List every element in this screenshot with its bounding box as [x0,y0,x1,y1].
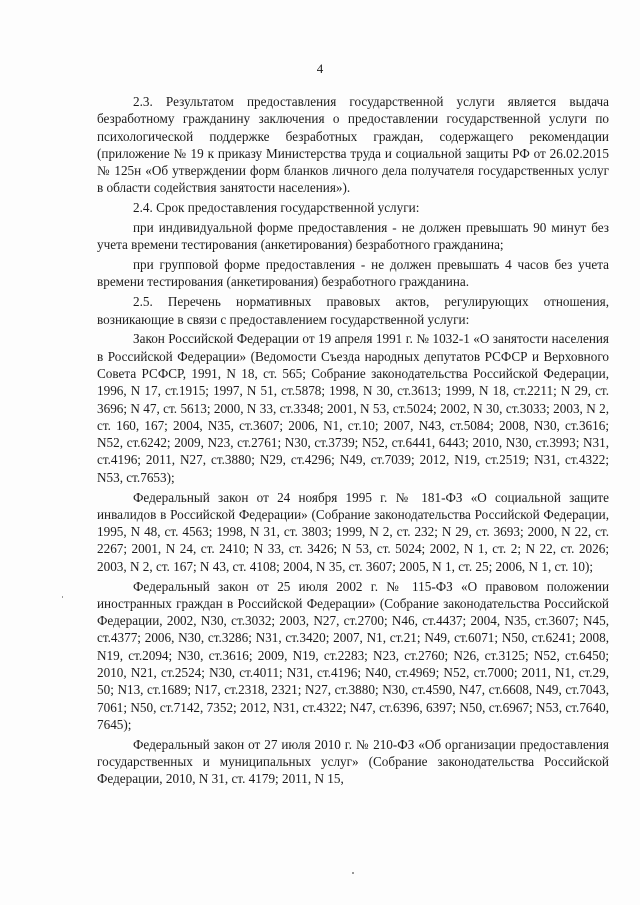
paragraph-2-5-legal-acts: 2.5. Перечень нормативных правовых актов, регулирующих отношения, возникающие в связи с предоставлением государственной услуги: [97,294,609,327]
scan-dot-mark [62,596,63,598]
paragraph-law-state-services: Федеральный закон от 27 июля 2010 г. № 210-ФЗ «Об организации предоставления государственных и муниципальных услуг» (Собрание законодательства Российской Федерации, 2010, N 31, ст. 4179; 2011, N 15, [97,736,609,787]
paragraph-law-disabled: Федеральный закон от 24 ноября 1995 г. № 181-ФЗ «О социальной защите инвалидов в Российской Федерации» (Собрание законодательства Российской Федерации, 1995, N 48, ст. 4563; 1998, N 31, ст. 3803; 1999, N 2, ст. 232; N 29, ст. 3693; 2000, N 22, ст. 2267; 2001, N 24, ст. 2410; N 33, ст. 3426; N 53, ст. 5024; 2002, N 1, ст. 2; N 22, ст. 2026; 2003, N 2, ст. 167; N 43, ст. 4108; 2004, N 35, ст. 3607; 2005, N 1, ст. 25; 2006, N 1, ст. 10); [97,489,609,574]
page-number: 4 [316,61,324,76]
paragraph-individual-form: при индивидуальной форме предоставления - не должен превышать 90 минут без учета времени тестирования (анкетирования) безработного гражданина; [97,220,609,253]
scan-dot-mark [352,872,354,874]
paragraph-2-3-result: 2.3. Результатом предоставления государственной услуги является выдача безработному гражданину заключения о предоставлении государственной услуги по психологической поддержке безработных граждан, содержащего рекомендации (приложение № 19 к приказу Министерства труда и социальной защиты РФ от 26.02.2015 № 125н «Об утверждении форм бланков личного дела получателя государственных услуг в области содействия занятости населения»). [97,94,609,196]
paragraph-2-4-term: 2.4. Срок предоставления государственной услуги: [133,200,420,216]
document-body [97,93,609,790]
paragraph-law-foreign-citizens: Федеральный закон от 25 июля 2002 г. № 115-ФЗ «О правовом положении иностранных граждан в Российской Федерации» (Собрание законодательства Российской Федерации, 2002, N30, ст.3032; 2003, N27, ст.2700; N46, ст.4437; 2004, N35, ст.3607; N45, ст.4377; 2006, N30, ст.3286; N31, ст.3420; 2007, N1, ст.21; N49, ст.6071; N50, ст.6241; 2008, N19, ст.2094; N30, ст.3616; 2009, N19, ст.2283; N23, ст.2760; N26, ст.3125; N52, ст.6450; 2010, N21, ст.2524; N30, ст.4011; N31, ст.4196; N40, ст.4969; N52, ст.7000; 2011, N1, ст.29, 50; N13, ст.1689; N17, ст.2318, 2321; N27, ст.3880; N30, ст.4590, N47, ст.6608, N49, ст.7043, 7061; N50, ст.7142, 7352; 2012, N31, ст.4322; N47, ст.6396, 6397; N50, ст.6967; N53, ст.7640, 7645); [97,578,609,732]
paragraph-group-form: при групповой форме предоставления - не должен превышать 4 часов без учета времени тестирования (анкетирования) безработного гражданина. [97,257,609,290]
paragraph-law-employment: Закон Российской Федерации от 19 апреля 1991 г. № 1032-1 «О занятости населения в Российской Федерации» (Ведомости Съезда народных депутатов РСФСР и Верховного Совета РСФСР, 1991, N 18, ст. 565; Собрание законодательства Российской Федерации, 1996, N 17, ст.1915; 1997, N 51, ст.5878; 1998, N 30, ст.3613; 1999, N 18, ст.2211; N 29, ст. 3696; N 47, ст. 5613; 2000, N 33, ст.3348; 2001, N 53, ст.5024; 2002, N 30, ст.3033; 2003, N 2, ст. 160, 167; 2004, N35, ст.3607; 2006, N1, ст.10; 2007, N43, ст.5084; 2008, N30, ст.3616; N52, ст.6242; 2009, N23, ст.2761; N30, ст.3739; N52, ст.6441, 6443; 2010, N30, ст.3993; N31, ст.4196; 2011, N27, ст.3880; N29, ст.4296; N49, ст.7039; 2012, N19, ст.2519; N31, ст.4322; N53, ст.7653); [97,331,609,485]
